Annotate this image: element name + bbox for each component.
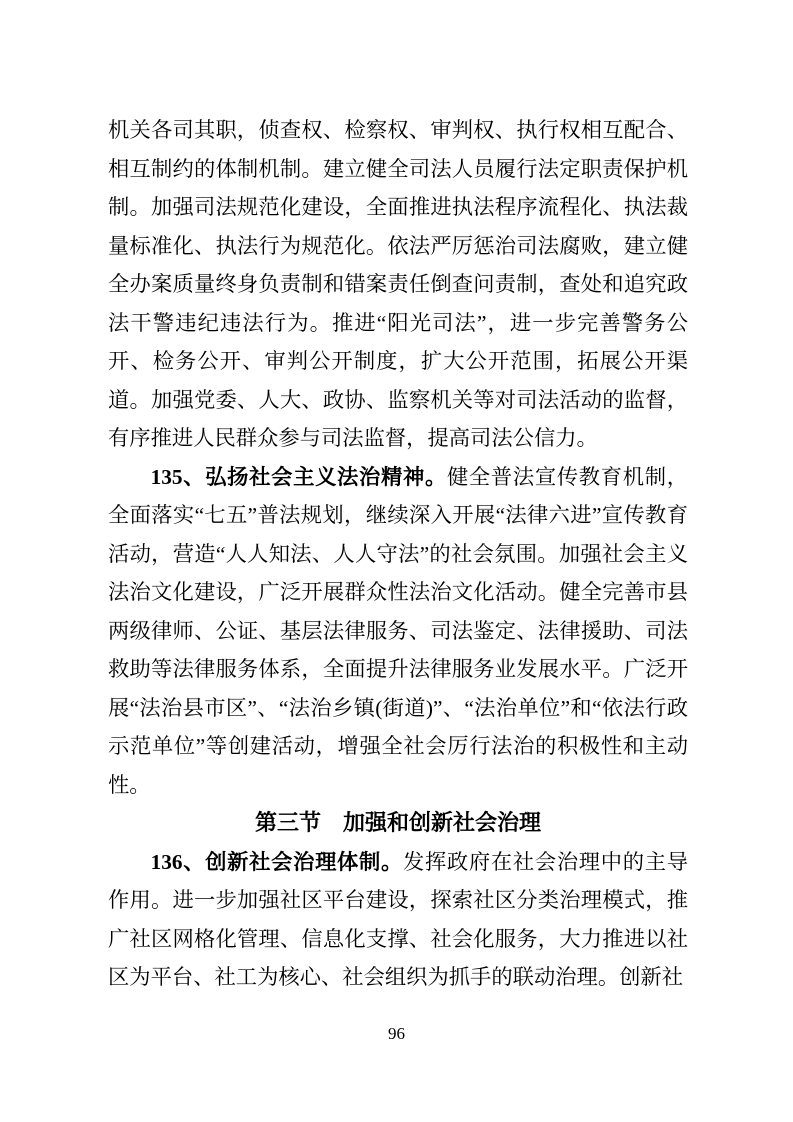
page-number: 96: [388, 1024, 405, 1043]
paragraph-135-text: 健全普法宣传教育机制，全面落实“七五”普法规划，继续深入开展“法律六进”宣传教育活动，营造“人人知法、人人守法”的社会氛围。加强社会主义法治文化建设，广泛开展群众性法治文化活动。健全完善市县两级律师、公证、基层法律服务、司法鉴定、法律援助、司法救助等法律服务体系，全面提升法律服务业发展水平。广泛开展“法治县市区”、“法治乡镇(街道)”、“法治单位”和“依法行政示范单位”等创建活动，增强全社会厉行法治的积极性和主动性。: [108, 464, 688, 797]
paragraph-136: [108, 843, 688, 997]
paragraph-136-lead: 136、创新社会治理体制。: [150, 849, 403, 874]
paragraph-136-text: 发挥政府在社会治理中的主导作用。进一步加强社区平台建设，探索社区分类治理模式，推广社区网格化管理、信息化支撑、社会化服务，大力推进以社区为平台、社工为核心、社会组织为抓手的联动治理。创新社: [108, 849, 688, 989]
paragraph-135-lead: 135、弘扬社会主义法治精神。: [150, 464, 447, 489]
paragraph-135: [108, 458, 688, 805]
paragraph-continued: [108, 111, 688, 458]
page-body: [108, 111, 688, 997]
paragraph-continued-text: 机关各司其职，侦查权、检察权、审判权、执行权相互配合、相互制约的体制机制。建立健全司法人员履行法定职责保护机制。加强司法规范化建设，全面推进执法程序流程化、执法裁量标准化、执法行为规范化。依法严厉惩治司法腐败，建立健全办案质量终身负责制和错案责任倒查问责制，查处和追究政法干警违纪违法行为。推进“阳光司法”，进一步完善警务公开、检务公开、审判公开制度，扩大公开范围，拓展公开渠道。加强党委、人大、政协、监察机关等对司法活动的监督，有序推进人民群众参与司法监督，提高司法公信力。: [108, 118, 688, 450]
section-heading: 第三节 加强和创新社会治理: [254, 810, 541, 835]
page-footer: [0, 1023, 793, 1045]
